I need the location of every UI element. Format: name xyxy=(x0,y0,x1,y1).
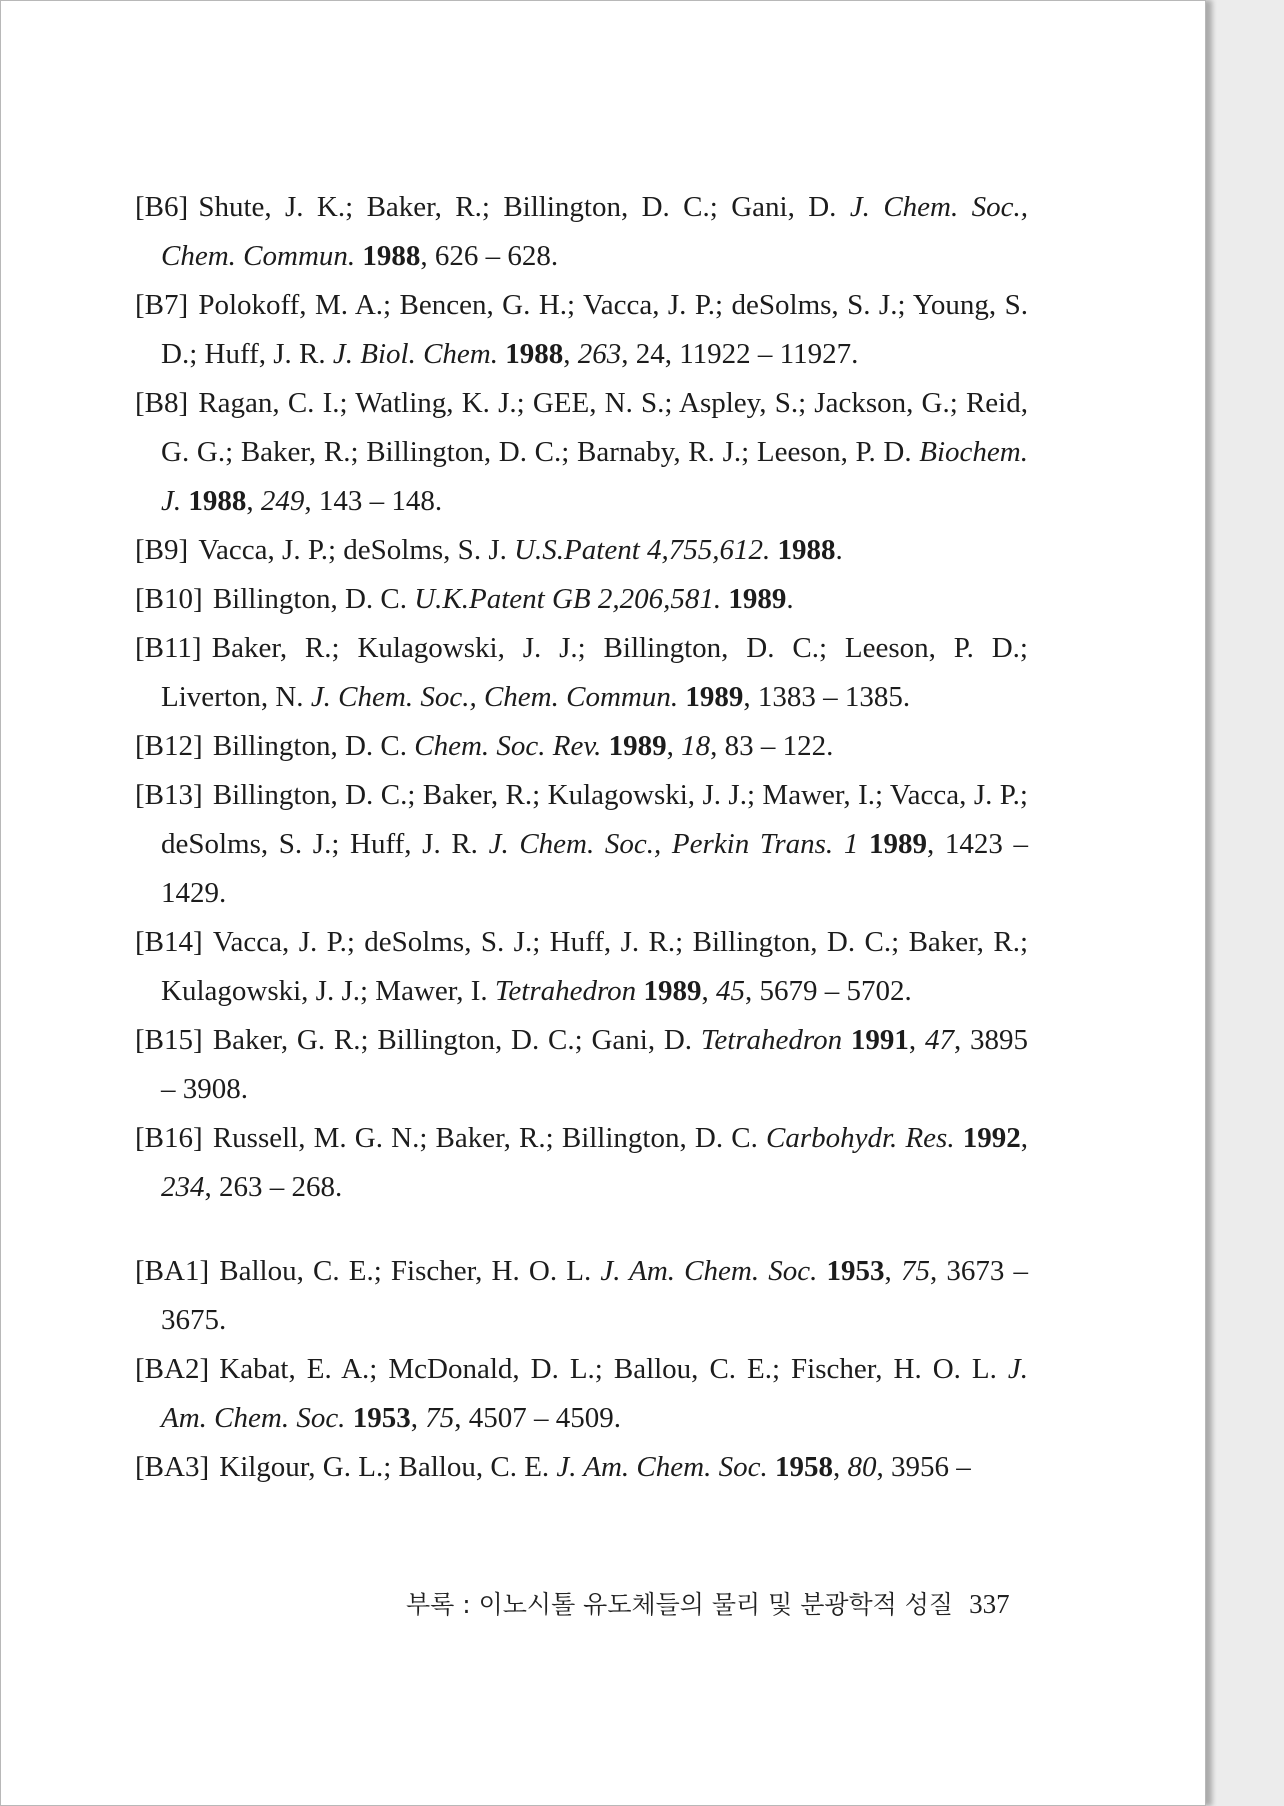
reference-journal: U.S.Patent 4,755,612. xyxy=(514,534,771,566)
reference-label: [BA3] xyxy=(135,1451,210,1483)
reference-text: , xyxy=(246,485,261,517)
reference-year: 1953 xyxy=(826,1255,885,1287)
page-number: 337 xyxy=(969,1589,1010,1619)
reference-journal: J. Chem. Soc., Chem. Commun. xyxy=(161,191,1028,272)
reference-label: [B12] xyxy=(135,730,203,762)
reference-journal: J. Chem. Soc., Chem. Commun. xyxy=(310,681,679,713)
reference-label: [BA1] xyxy=(135,1255,210,1287)
reference-text xyxy=(345,1402,352,1434)
reference-text: , 4507 – 4509. xyxy=(454,1402,621,1434)
reference-text: Billington, D. C. xyxy=(212,583,415,615)
reference-label: [B15] xyxy=(135,1024,203,1056)
reference-entry xyxy=(135,1345,1028,1443)
reference-text: , 5679 – 5702. xyxy=(744,975,912,1007)
reference-text: , 1423 – 1429. xyxy=(161,828,1028,909)
reference-year: 1988 xyxy=(505,338,564,370)
reference-text: , xyxy=(666,730,682,762)
reference-entry xyxy=(135,1114,1028,1212)
reference-entry xyxy=(135,918,1028,1016)
reference-year: 1958 xyxy=(774,1451,833,1483)
reference-year: 1988 xyxy=(362,240,421,272)
reference-text: Billington, D. C.; Baker, R.; Kulagowski, J. J.; Mawer, I.; Vacca, J. P.; deSolms, S. J.; Huff, J. R. xyxy=(161,779,1028,860)
reference-text: Baker, R.; Kulagowski, J. J.; Billington, D. C.; Leeson, P. D.; Liverton, N. xyxy=(161,632,1028,713)
reference-text: , 143 – 148. xyxy=(304,485,443,517)
reference-journal: Chem. Soc. Rev. xyxy=(414,730,602,762)
reference-label: [B6] xyxy=(135,191,189,223)
reference-year: 1989 xyxy=(608,730,667,762)
reference-text: , xyxy=(563,338,578,370)
reference-journal: U.K.Patent GB 2,206,581. xyxy=(414,583,722,615)
reference-year: 1953 xyxy=(352,1402,411,1434)
reference-entry xyxy=(135,379,1028,526)
reference-text: , xyxy=(884,1255,901,1287)
reference-text: , xyxy=(1020,1122,1028,1154)
reference-text: , 1383 – 1385. xyxy=(743,681,911,713)
reference-text xyxy=(842,1024,851,1056)
reference-journal: 263 xyxy=(577,338,622,370)
reference-entry xyxy=(135,1016,1028,1114)
reference-text: . xyxy=(786,583,794,615)
reference-entry xyxy=(135,526,1028,575)
reference-text: , 3956 – xyxy=(876,1451,971,1483)
reference-text xyxy=(770,534,777,566)
reference-journal: Tetrahedron xyxy=(494,975,637,1007)
running-title: 부록 : 이노시톨 유도체들의 물리 및 분광학적 성질 xyxy=(406,1590,954,1619)
reference-journal: J. Chem. Soc., Perkin Trans. 1 xyxy=(488,828,859,860)
reference-text: Baker, G. R.; Billington, D. C.; Gani, D. xyxy=(212,1024,701,1056)
reference-text: Polokoff, M. A.; Bencen, G. H.; Vacca, J. P.; deSolms, S. J.; Young, S. D.; Huff, J. R. xyxy=(161,289,1028,370)
reference-year: 1989 xyxy=(728,583,787,615)
page-footer xyxy=(406,1585,1010,1621)
reference-text: Ballou, C. E.; Fischer, H. O. L. xyxy=(219,1255,601,1287)
reference-text xyxy=(817,1255,826,1287)
reference-year: 1989 xyxy=(685,681,744,713)
reference-label: [B10] xyxy=(135,583,203,615)
reference-text: Billington, D. C. xyxy=(212,730,415,762)
reference-label: [BA2] xyxy=(135,1353,210,1385)
reference-text: , xyxy=(410,1402,426,1434)
reference-year: 1991 xyxy=(850,1024,909,1056)
reference-year: 1988 xyxy=(777,534,836,566)
reference-journal: J. Biol. Chem. xyxy=(332,338,498,370)
reference-text xyxy=(955,1122,963,1154)
reference-journal: 75 xyxy=(900,1255,930,1287)
reference-journal: 18 xyxy=(681,730,711,762)
reference-text: Shute, J. K.; Baker, R.; Billington, D. C.; Gani, D. xyxy=(198,191,850,223)
reference-text: , 3895 – 3908. xyxy=(161,1024,1029,1105)
reference-entry xyxy=(135,575,1028,624)
reference-journal: Tetrahedron xyxy=(700,1024,843,1056)
reference-text: , xyxy=(701,975,716,1007)
reference-journal: 75 xyxy=(425,1402,455,1434)
reference-entry xyxy=(135,1247,1028,1345)
reference-journal: Biochem. J. xyxy=(161,436,1028,517)
reference-label: [B7] xyxy=(135,289,189,321)
reference-journal: 249 xyxy=(260,485,305,517)
reference-text: Kilgour, G. L.; Ballou, C. E. xyxy=(219,1451,557,1483)
reference-list xyxy=(135,183,1028,1492)
reference-text: , 24, 11922 – 11927. xyxy=(621,338,859,370)
section-gap xyxy=(135,1212,1028,1247)
reference-entry xyxy=(135,1443,1028,1492)
reference-journal: 80 xyxy=(847,1451,877,1483)
reference-text: , 83 – 122. xyxy=(710,730,834,762)
reference-label: [B9] xyxy=(135,534,189,566)
reference-entry xyxy=(135,624,1028,722)
reference-text xyxy=(601,730,608,762)
reference-journal: J. Am. Chem. Soc. xyxy=(600,1255,818,1287)
reference-journal: 45 xyxy=(715,975,745,1007)
reference-text: Vacca, J. P.; deSolms, S. J. xyxy=(198,534,515,566)
reference-text: Kabat, E. A.; McDonald, D. L.; Ballou, C. E.; Fischer, H. O. L. xyxy=(219,1353,1008,1385)
reference-entry xyxy=(135,722,1028,771)
reference-label: [B11] xyxy=(135,632,202,664)
reference-text xyxy=(858,828,869,860)
reference-entry xyxy=(135,183,1028,281)
reference-text: , 3673 – 3675. xyxy=(161,1255,1028,1336)
reference-text: Ragan, C. I.; Watling, K. J.; GEE, N. S.; Aspley, S.; Jackson, G.; Reid, G. G.; Baker, R.; Billington, D. C.; Barnaby, R. J.; Leeson, P. D. xyxy=(161,387,1028,468)
reference-text: , xyxy=(908,1024,925,1056)
reference-text: , 626 – 628. xyxy=(420,240,559,272)
reference-text xyxy=(768,1451,775,1483)
reference-label: [B16] xyxy=(135,1122,203,1154)
reference-label: [B8] xyxy=(135,387,189,419)
reference-journal: 47 xyxy=(924,1024,954,1056)
reference-label: [B14] xyxy=(135,926,203,958)
reference-journal: J. Am. Chem. Soc. xyxy=(161,1353,1028,1434)
reference-journal: J. Am. Chem. Soc. xyxy=(556,1451,768,1483)
reference-entry xyxy=(135,281,1028,379)
reference-year: 1992 xyxy=(962,1122,1021,1154)
reference-label: [B13] xyxy=(135,779,203,811)
reference-year: 1988 xyxy=(188,485,247,517)
reference-year: 1989 xyxy=(643,975,702,1007)
reference-text: . xyxy=(835,534,843,566)
reference-text: , 263 – 268. xyxy=(204,1171,343,1203)
reference-year: 1989 xyxy=(868,828,927,860)
reference-text: Vacca, J. P.; deSolms, S. J.; Huff, J. R.; Billington, D. C.; Baker, R.; Kulagowski, J. J.; Mawer, I. xyxy=(161,926,1028,1007)
reference-text: Russell, M. G. N.; Baker, R.; Billington, D. C. xyxy=(212,1122,766,1154)
reference-journal: Carbohydr. Res. xyxy=(765,1122,955,1154)
reference-journal: 234 xyxy=(161,1171,205,1203)
reference-text: , xyxy=(832,1451,848,1483)
reference-entry xyxy=(135,771,1028,918)
